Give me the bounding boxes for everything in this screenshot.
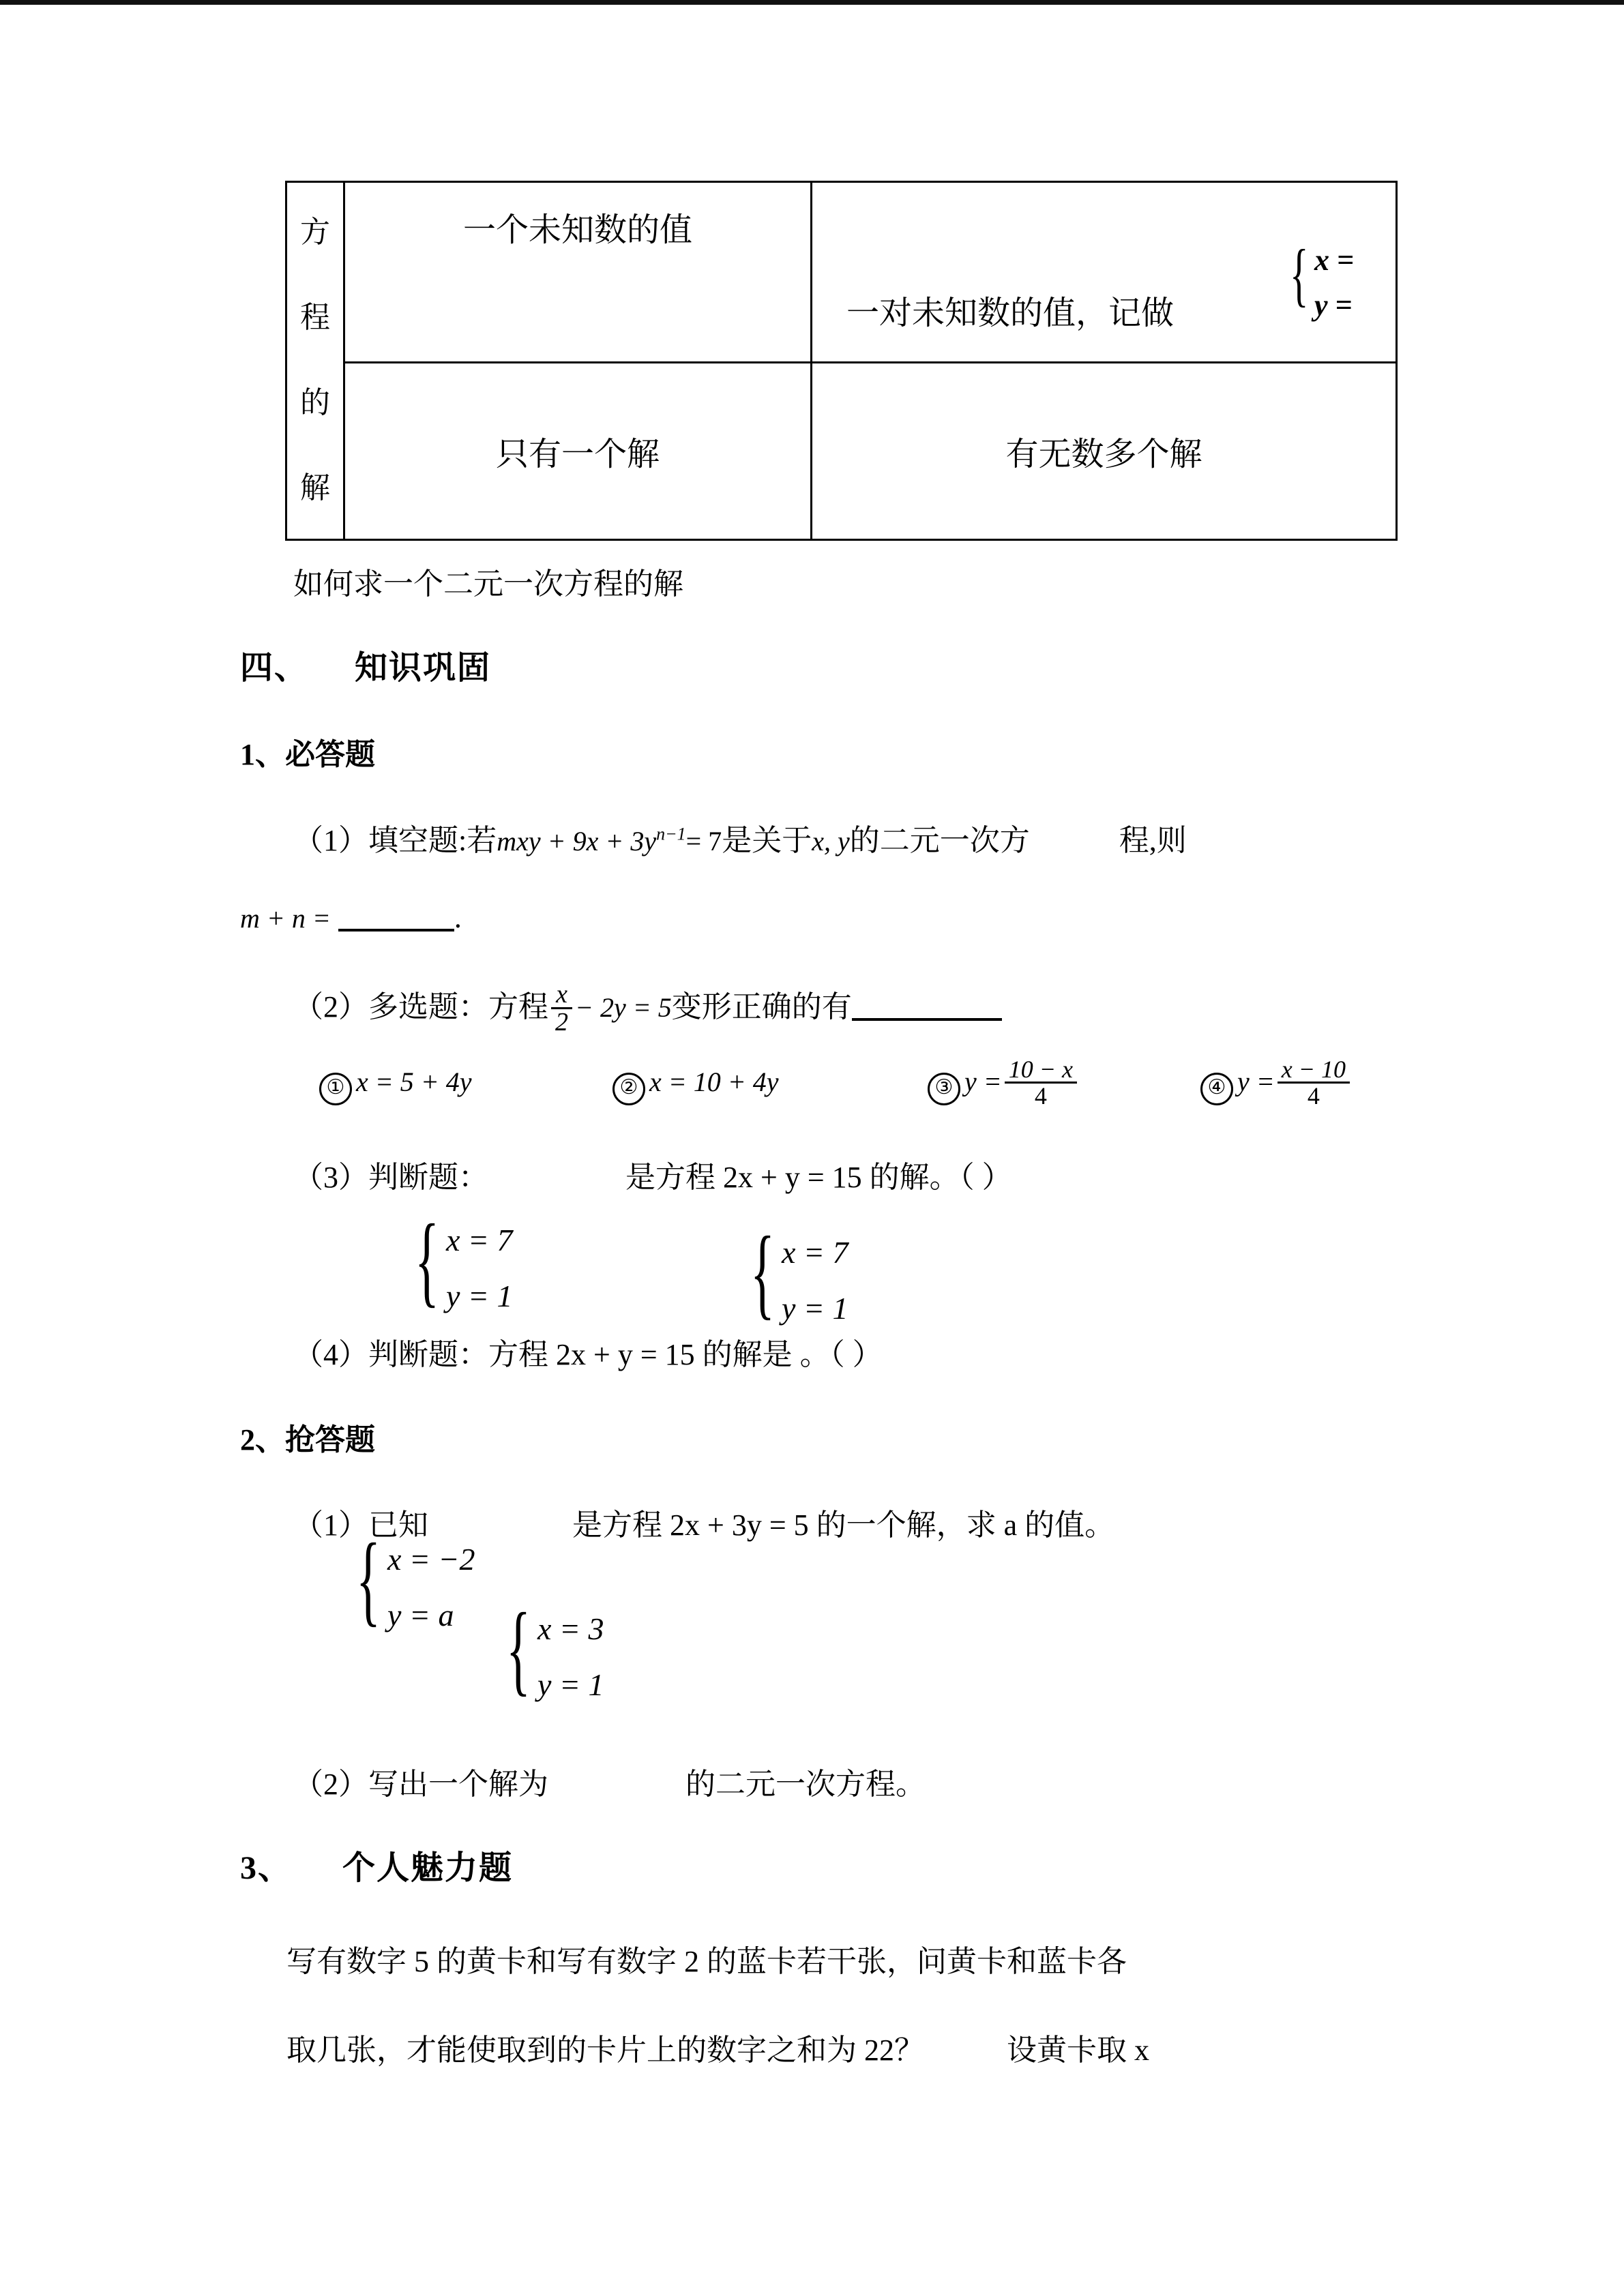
row-header-char-4: 解 (300, 471, 330, 505)
part3-heading (240, 1841, 513, 1888)
part2-q1-label: （1）已知 (293, 1508, 428, 1542)
part2-q1-line (293, 1500, 1114, 1544)
q2-option-1[interactable] (319, 1064, 472, 1105)
q1-variables: x, y (812, 826, 850, 856)
option-4-denominator: 4 (1278, 1082, 1350, 1108)
part3-paragraph-line1: 写有数字 5 的黄卡和写有数字 2 的蓝卡若干张，问黄卡和蓝卡各 (286, 1945, 1127, 1978)
page-top-border (0, 0, 1624, 5)
q3-system-b-line1: x = 7 (782, 1235, 848, 1270)
table-cell-r1-right (812, 182, 1397, 363)
q1-text-tail: 的二元一次方 (849, 824, 1030, 857)
option-3-denominator: 4 (1005, 1082, 1077, 1108)
option-4-lhs: y = (1237, 1066, 1275, 1097)
option-1-expression: x = 5 + 4y (356, 1067, 472, 1097)
part3-number: 3、 (240, 1850, 293, 1886)
part2-q1-system-b-line2: y = 1 (537, 1667, 604, 1702)
q2-option-4[interactable] (1200, 1058, 1353, 1109)
option-3-fraction (1005, 1057, 1077, 1108)
q2-answer-blank[interactable] (852, 992, 1002, 1021)
q3-text: 是方程 2x + y = 15 的解。（ ） (625, 1161, 1012, 1194)
q1-text-before: 若 (467, 824, 497, 857)
brace-glyph-icon: { (356, 1523, 381, 1636)
q1-line1 (293, 816, 1187, 859)
brace-glyph-icon: { (506, 1592, 531, 1705)
comparison-table-wrapper (285, 181, 1391, 535)
row-header-char-3: 的 (300, 386, 330, 420)
table-cell-r1-mid (344, 182, 812, 363)
part1-heading: 1、必答题 (240, 738, 375, 771)
comparison-table (285, 181, 1398, 541)
q2-option-3[interactable] (928, 1058, 1080, 1109)
brace-line-1: x = (1314, 243, 1355, 277)
q1-period: . (454, 901, 462, 934)
table-cell-r1-right-text: 一对未知数的值，记做 (846, 295, 1175, 331)
table-cell-r2-right-text: 有无数多个解 (1005, 436, 1202, 473)
table-cell-r2-mid-text: 只有一个解 (495, 436, 660, 473)
option-4-fraction (1278, 1057, 1350, 1108)
q4-line (293, 1330, 883, 1373)
part2-q1-system-b-line1: x = 3 (537, 1611, 604, 1646)
brace-line-2: y = (1314, 288, 1353, 322)
part3-paragraph-line2-main: 取几张，才能使取到的卡片上的数字之和为 22？ (286, 2033, 924, 2067)
row-header-vertical (286, 182, 344, 540)
q3-system-a-line2: y = 1 (446, 1279, 513, 1313)
q3-system-b-line2: y = 1 (782, 1291, 848, 1326)
q2-label: （2）多选题： (293, 990, 488, 1024)
section-four-heading (240, 641, 491, 688)
table-row (286, 182, 1397, 363)
q1-expression-after: = 7 (685, 826, 722, 856)
option-2-expression: x = 10 + 4y (649, 1067, 779, 1097)
section-four-number: 四、 (240, 650, 309, 686)
option-3-marker-icon: ③ (928, 1073, 960, 1105)
q2-expression-rest: − 2y = 5 (575, 992, 672, 1023)
q2-fraction-numerator: x (556, 980, 567, 1009)
part2-q2-text: 的二元一次方程。 (685, 1768, 926, 1801)
brace-glyph-icon: { (415, 1204, 439, 1317)
after-table-question: 如何求一个二元一次方程的解 (293, 567, 683, 601)
q2-text-before: 方程 (488, 990, 548, 1024)
option-3-lhs: y = (964, 1066, 1002, 1097)
table-cell-r1-mid-text: 一个未知数的值 (462, 212, 693, 248)
q1-answer-blank[interactable] (338, 903, 454, 931)
q4-label: （4）判断题： (293, 1338, 488, 1371)
part2-q1-text: 是方程 2x + 3y = 5 的一个解，求 a 的值。 (572, 1508, 1115, 1542)
part3-paragraph-line2-tail: 设黄卡取 x (1007, 2033, 1149, 2067)
q1-label: （1）填空题: (293, 824, 467, 857)
row-header-char-2: 程 (300, 301, 330, 335)
q2-line (293, 982, 1002, 1037)
q1-text-mid: 是关于 (722, 824, 812, 857)
q1-expression: mxy + 9x + 3y (497, 826, 657, 856)
row-header-char-1: 方 (300, 215, 330, 250)
q3-system-a-line1: x = 7 (446, 1223, 513, 1257)
option-4-numerator: x − 10 (1281, 1056, 1346, 1083)
part2-q2-line (293, 1759, 926, 1803)
part2-q1-system-a-line2: y = a (387, 1598, 454, 1632)
part2-q1-system-a-line1: x = −2 (387, 1542, 475, 1577)
q2-text-after: 变形正确的有 (671, 990, 852, 1024)
part2-heading: 2、抢答题 (240, 1423, 375, 1457)
option-4-marker-icon: ④ (1200, 1073, 1233, 1105)
brace-glyph-icon: { (750, 1216, 775, 1329)
q3-label: （3）判断题： (293, 1161, 488, 1194)
q4-text: 方程 2x + y = 15 的解是 。（ ） (488, 1338, 883, 1371)
part3-paragraph-line2 (286, 2025, 1149, 2069)
option-3-numerator: 10 − x (1008, 1056, 1074, 1083)
q1-line2 (240, 900, 462, 935)
option-2-marker-icon: ② (612, 1073, 645, 1105)
q2-option-2[interactable] (612, 1064, 779, 1105)
option-1-marker-icon: ① (319, 1073, 352, 1105)
brace-glyph-icon: { (1290, 235, 1309, 314)
table-cell-r2-mid (344, 363, 812, 540)
table-cell-r2-right (812, 363, 1397, 540)
part2-q2-label: （2）写出一个解为 (293, 1768, 548, 1801)
q2-fraction-denominator: 2 (551, 1007, 572, 1035)
section-four-title: 知识巩固 (355, 650, 492, 686)
q1-sum-lhs: m + n = (240, 903, 331, 934)
q1-expression-exponent: n−1 (656, 824, 686, 844)
q1-text-tail2: 程,则 (1119, 824, 1187, 857)
q3-line (293, 1152, 1012, 1196)
table-row (286, 363, 1397, 540)
q2-fraction (551, 981, 572, 1035)
part3-title: 个人魅力题 (342, 1850, 514, 1886)
